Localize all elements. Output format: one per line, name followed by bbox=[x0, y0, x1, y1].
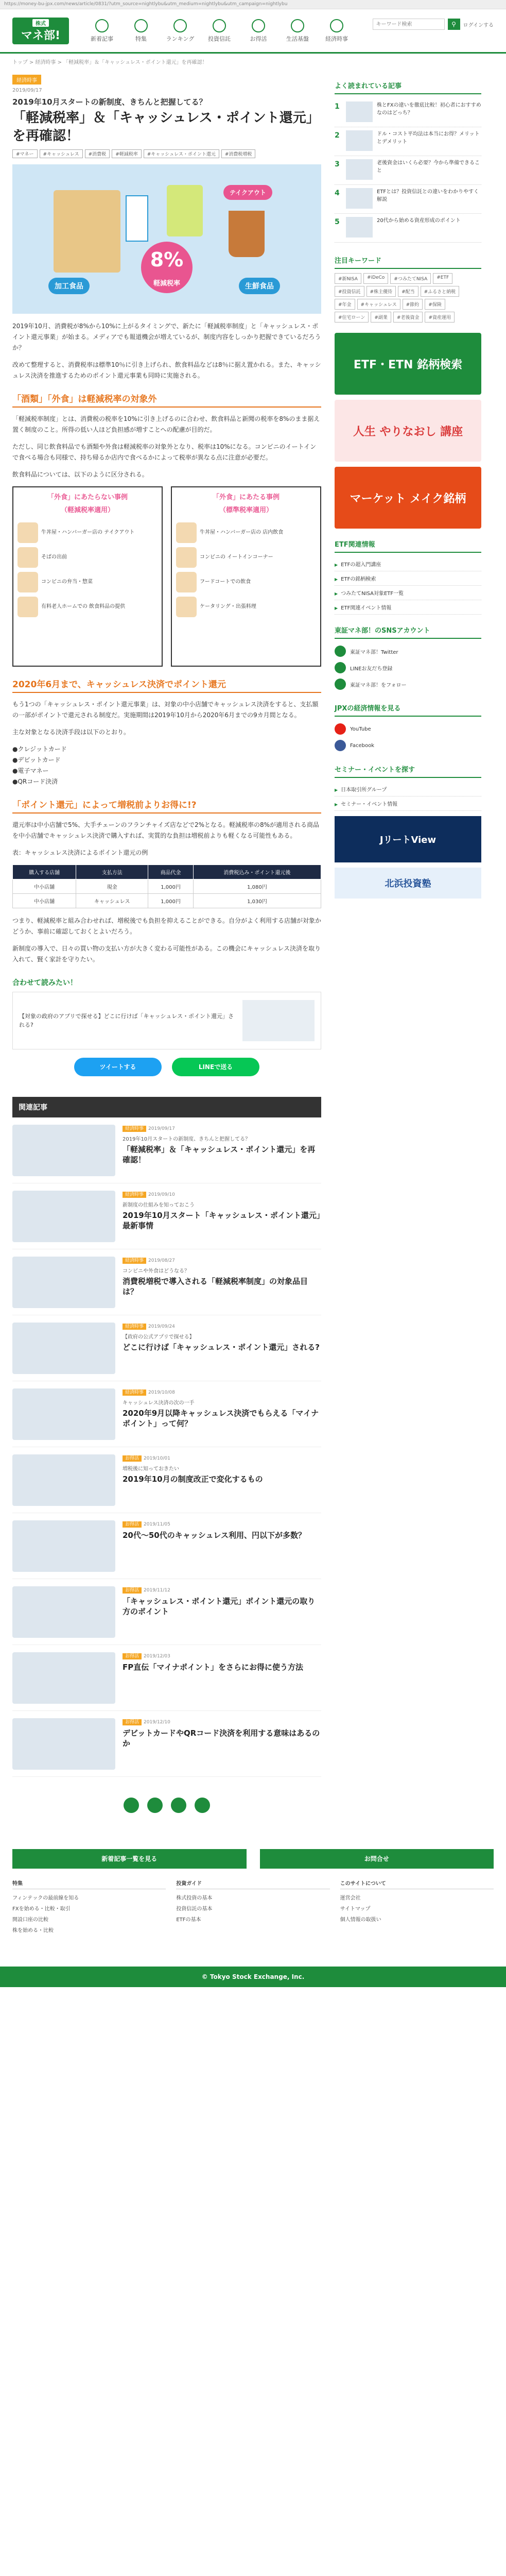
contact-button[interactable]: お問合せ bbox=[260, 1849, 494, 1869]
line-icon bbox=[335, 662, 346, 673]
related-item[interactable]: 経済時事 2019/09/24 【政府の公式アプリで探せる】 どこに行けば「キャッシュレス・ポイント還元」される? bbox=[12, 1315, 321, 1381]
takeout-label: テイクアウト bbox=[223, 185, 272, 200]
social-icons bbox=[12, 1798, 321, 1813]
related-thumbnail bbox=[12, 1586, 115, 1638]
related-thumbnail bbox=[12, 1191, 115, 1242]
paragraph: 2019年10月、消費税が8%から10%に上がるタイミングで、新たに「軽減税率制度」と「キャッシュレス・ポイント還元事業」が始まる。メディアでも報道機会が増えているが、制度内容をしっかり把握できているだろうか？ bbox=[12, 323, 321, 352]
seminar-link[interactable]: ▶ セミナー・イベント情報 bbox=[335, 796, 481, 811]
seminar-link[interactable]: ▶ 日本取引所グループ bbox=[335, 782, 481, 796]
food-icon bbox=[176, 547, 197, 568]
share-buttons bbox=[12, 1058, 321, 1076]
recommended-title: 【対象の政府のアプリで探せる】どこに行けば「キャッシュレス・ポイント還元」される? bbox=[19, 1012, 234, 1029]
keyword-tag[interactable]: #新NISA bbox=[335, 273, 361, 284]
keyword-tag[interactable]: #ETF bbox=[433, 273, 452, 284]
paragraph: 飲食料品については、以下のように区分される。 bbox=[12, 471, 148, 479]
not-dining-column: 「外食」にあたらない事例 （軽減税率適用） 牛丼屋・ハンバーガー店の テイクアウト そばの出前 コンビニの弁当・惣菜 有料老人ホームでの 飲食料品の提供 bbox=[12, 486, 163, 667]
seminar-heading: セミナー・イベントを探す bbox=[335, 762, 481, 778]
related-heading: 関連記事 bbox=[12, 1097, 321, 1117]
footer-link[interactable]: 開設口座の比較 bbox=[12, 1917, 48, 1923]
nav-icon bbox=[173, 19, 187, 32]
keyword-tag[interactable]: #ふるさと納税 bbox=[421, 286, 460, 297]
table-row: 中小店舗 キャッシュレス 1,000円 1,030円 bbox=[13, 894, 321, 908]
all-articles-button[interactable]: 新着記事一覧を見る bbox=[12, 1849, 247, 1869]
keyword-tag[interactable]: #つみたてNISA bbox=[390, 273, 431, 284]
jpx-link[interactable]: YouTube bbox=[335, 721, 481, 737]
site-header bbox=[0, 9, 506, 54]
related-item[interactable]: 経済時事 2019/09/17 2019年10月スタートの新制度、きちんと把握してる？ 「軽減税率」＆「キャッシュレス・ポイント還元」を再確認！ bbox=[12, 1117, 321, 1183]
paragraph: 「軽減税率制度」とは、消費税の税率を10%に引き上げるのに合わせ、飲食料品と新聞の税率を8%のまま据え置く制度のこと。所得の低い人ほど負担感が増すことへの配慮が目的だ。 bbox=[12, 415, 320, 434]
logo-main: マネ部! bbox=[21, 29, 61, 42]
related-thumbnail bbox=[12, 1718, 115, 1770]
keyword-tag[interactable]: #株主優待 bbox=[367, 286, 396, 297]
youtube-icon bbox=[335, 723, 346, 735]
article-kicker: 2019年10月スタートの新制度、きちんと把握してる？ bbox=[12, 97, 207, 107]
related-item[interactable]: お得活 2019/11/05 20代〜50代のキャッシュレス利用、円以下が多数？ bbox=[12, 1513, 321, 1579]
related-item[interactable]: お得活 2019/12/10 デビットカードやQRコード決済を利用する意味はあるのか bbox=[12, 1711, 321, 1777]
keyword-tag[interactable]: #住宅ローン bbox=[335, 312, 369, 323]
seminar-links bbox=[335, 782, 481, 811]
food-icon bbox=[18, 597, 38, 617]
ranking-item[interactable]: 3 老後資金はいくら必要？今から準備できること bbox=[335, 156, 481, 185]
ranking-heading: よく読まれている記事 bbox=[335, 78, 481, 94]
related-item[interactable]: お得活 2019/10/01 増税後に知っておきたい 2019年10月の制度改正で変化するもの bbox=[12, 1447, 321, 1513]
sns-heading: 東証マネ部！のSNSアカウント bbox=[335, 623, 481, 639]
food-icon bbox=[18, 547, 38, 568]
ranking-thumbnail bbox=[346, 188, 373, 209]
food-icon bbox=[176, 572, 197, 592]
ranking-item[interactable]: 4 ETFとは？投資信託との違いをわかりやすく解説 bbox=[335, 185, 481, 214]
nav-icon bbox=[291, 19, 304, 32]
jpx-links bbox=[335, 721, 481, 754]
milk-icon bbox=[126, 195, 148, 242]
tweet-button[interactable]: ツイートする bbox=[74, 1058, 162, 1076]
food-box-icon bbox=[167, 185, 203, 236]
recommended-heading: 合わせて読みたい！ bbox=[12, 979, 77, 988]
nav-item[interactable]: 特集 bbox=[121, 19, 161, 43]
nav-item[interactable]: ランキング bbox=[161, 19, 200, 43]
nav-icon bbox=[134, 19, 148, 32]
twitter-icon[interactable] bbox=[124, 1798, 139, 1813]
keyword-tag[interactable]: #老後資金 bbox=[393, 312, 423, 323]
related-thumbnail bbox=[12, 1257, 115, 1308]
related-item[interactable]: 経済時事 2019/08/27 コンビニや外食はどうなる？ 消費税増税で導入される「軽減税率制度」の対象品目は？ bbox=[12, 1249, 321, 1315]
header-search bbox=[373, 19, 494, 30]
grocery-bag-icon bbox=[54, 190, 120, 273]
hero-illustration bbox=[12, 164, 321, 314]
food-icon bbox=[176, 522, 197, 543]
nav-icon bbox=[252, 19, 265, 32]
recommended-thumbnail bbox=[242, 1000, 315, 1041]
article-main bbox=[12, 54, 321, 1834]
keyword-tag[interactable]: #年金 bbox=[335, 299, 355, 310]
related-thumbnail bbox=[12, 1388, 115, 1440]
footer-link[interactable]: 個人情報の取扱い bbox=[340, 1917, 381, 1923]
keyword-tag[interactable]: #節約 bbox=[403, 299, 423, 310]
etf-heading: ETF関連情報 bbox=[335, 537, 481, 553]
paragraph: 主な対象となる決済手段は以下のとおり。 bbox=[12, 728, 130, 736]
paragraph: 改めて整理すると、消費税率は標準10％に引き上げられ、飲食料品などは8％に据え置かれる。また、キャッシュレス決済を推進するためのポイント還元事業も同時に実施される。 bbox=[12, 361, 321, 380]
footer-link[interactable]: 株式投資の基本 bbox=[176, 1895, 213, 1902]
footer-link[interactable]: FXを始める・比較・取引 bbox=[12, 1906, 71, 1912]
payment-list: ●クレジットカード ●デビットカード ●電子マネー ●QRコード決済 bbox=[12, 745, 67, 786]
market-make-banner[interactable]: マーケット メイク銘柄 bbox=[335, 467, 481, 529]
jpx-link[interactable]: Facebook bbox=[335, 737, 481, 754]
paragraph: もう1つの「キャッシュレス・ポイント還元事業」は、対象の中小店舗でキャッシュレス決済をすると、支払額の一部がポイントで還元される制度だ。実施期間は2019年10月から2020年6月までの9カ月間となる。 bbox=[12, 701, 319, 719]
related-item[interactable]: 経済時事 2019/10/08 キャッシュレス決済の次の一手 2020年9月以降キャッシュレス決済でもらえる「マイナポイント」って何？ bbox=[12, 1381, 321, 1447]
related-item[interactable]: お得活 2019/12/03 FP直伝「マイナポイント」をさらにお得に使う方法 bbox=[12, 1645, 321, 1711]
table-caption: 表：キャッシュレス決済によるポイント還元の例 bbox=[12, 849, 148, 857]
nav-item[interactable]: 生活基盤 bbox=[278, 19, 317, 43]
keyword-tag[interactable]: #キャッシュレス bbox=[357, 299, 400, 310]
fresh-food-label: 生鮮食品 bbox=[239, 278, 280, 294]
section-heading: 「酒類」「外食」は軽減税率の対象外 bbox=[12, 392, 321, 408]
sns-link[interactable]: 東証マネ部！Twitter bbox=[335, 643, 481, 659]
footer-link[interactable]: 投資信託の基本 bbox=[176, 1906, 213, 1912]
etf-links bbox=[335, 557, 481, 615]
related-list bbox=[12, 1117, 321, 1777]
nav-icon bbox=[95, 19, 109, 32]
ranking-thumbnail bbox=[346, 130, 373, 151]
nav-item[interactable]: お得活 bbox=[239, 19, 278, 43]
footer-nav: 特集 フィンテックの最前線を知る FXを始める・比較・取引 開設口座の比較 株を始める・比較 投資ガイド 株式投資の基本 投資信託の基本 ETFの基本 このサイトについて 運営会社 サイトマップ 個人情報の取扱い bbox=[0, 1869, 506, 1967]
nav-icon bbox=[330, 19, 343, 32]
keyword-tag[interactable]: #投資信託 bbox=[335, 286, 364, 297]
nav-item[interactable]: 投資信託 bbox=[200, 19, 239, 43]
related-item[interactable]: お得活 2019/11/12 「キャッシュレス・ポイント還元」ポイント還元の取り方のポイント bbox=[12, 1579, 321, 1645]
sns-link[interactable]: 東証マネ部！をフォロー bbox=[335, 676, 481, 692]
dining-examples-illustration bbox=[12, 486, 321, 667]
related-thumbnail bbox=[12, 1125, 115, 1176]
sns-links bbox=[335, 643, 481, 692]
keyword-tag[interactable]: #副業 bbox=[371, 312, 391, 323]
footer-link[interactable]: 運営会社 bbox=[340, 1895, 361, 1902]
coffee-cup-icon bbox=[229, 211, 265, 257]
food-icon bbox=[18, 522, 38, 543]
search-input[interactable] bbox=[373, 19, 445, 30]
tax-rate-badge: 8% 軽減税率 bbox=[141, 242, 193, 293]
paragraph: 還元率は中小店舗で5%、大手チェーンのフランチャイズ店などで2%となる。軽減税率の8%が適用される商品を中小店舗でキャッシュレス決済で購入すれば、実質的な負担は増税前よりも軽くなる可能性もある。 bbox=[12, 821, 320, 840]
jpx-heading: JPXの経済情報を見る bbox=[335, 701, 481, 717]
ranking-item[interactable]: 1 株とFXの違いを徹底比較！初心者におすすめなのはどっち？ bbox=[335, 98, 481, 127]
youtube-icon[interactable] bbox=[195, 1798, 210, 1813]
life-course-banner[interactable]: 人生 やりなおし 講座 bbox=[335, 400, 481, 462]
etf-link[interactable]: ▶ つみたてNISA対象ETF一覧 bbox=[335, 586, 481, 600]
tag[interactable]: #キャッシュレス・ポイント還元 bbox=[144, 149, 219, 158]
keyword-list bbox=[335, 273, 481, 323]
nav-icon bbox=[213, 19, 226, 32]
page-title: 「軽減税率」＆「キャッシュレス・ポイント還元」を再確認！ bbox=[12, 110, 320, 144]
paragraph: つまり、軽減税率と組み合わせれば、増税後でも負担を抑えることができる。自分がよく利用する店舗が対象かどうか、事前に確認しておくとよいだろう。 bbox=[12, 917, 322, 936]
article-date: 2019/09/17 bbox=[12, 88, 42, 93]
facebook-icon bbox=[335, 740, 346, 751]
footer-link[interactable]: サイトマップ bbox=[340, 1906, 371, 1912]
keyword-tag[interactable]: #資産運用 bbox=[425, 312, 455, 323]
footer-buttons bbox=[0, 1849, 506, 1869]
tag[interactable]: #消費税増税 bbox=[221, 149, 256, 158]
logo-top: 株式 bbox=[32, 19, 49, 27]
section-heading: 「ポイント還元」によって増税前よりお得に!? bbox=[12, 798, 321, 814]
facebook-icon bbox=[335, 679, 346, 690]
tag-list bbox=[12, 149, 321, 158]
tag[interactable]: #マネー bbox=[12, 149, 38, 158]
ranking-item[interactable]: 2 ドル・コスト平均法は本当にお得？メリットとデメリット bbox=[335, 127, 481, 156]
facebook-icon[interactable] bbox=[147, 1798, 163, 1813]
ranking-thumbnail bbox=[346, 159, 373, 180]
paragraph: ただし、同じ飲食料品でも酒類や外食は軽減税率の対象外となり、税率は10%になる。コンビニのイートインで食べる場合も同様で、持ち帰るか店内で食べるかによって税率が異なる点に注意が必要だ。 bbox=[12, 443, 317, 462]
keyword-tag[interactable]: #保険 bbox=[425, 299, 445, 310]
sns-link[interactable]: LINEお友だち登録 bbox=[335, 659, 481, 676]
point-return-table: 購入する店舗 支払方法 商品代金 消費税込み・ポイント還元後 中小店舗 現金 1,000円 1,080円 中小店舗 キャッシュレス 1,000円 1,030円 bbox=[12, 865, 321, 908]
address-bar[interactable]: https://money-bu-jpx.com/news/article/0831/?utm_source=nightlybu&utm_medium=nightlybu&utm_campaign=nightlybu bbox=[0, 0, 506, 9]
jreit-banner[interactable]: JリートView bbox=[335, 816, 481, 862]
related-thumbnail bbox=[12, 1454, 115, 1506]
dining-column: 「外食」にあたる事例 （標準税率適用） 牛丼屋・ハンバーガー店の 店内飲食 コンビニの イートインコーナー フードコートでの飲食 ケータリング・出張料理 bbox=[171, 486, 321, 667]
line-share-button[interactable]: LINEで送る bbox=[172, 1058, 259, 1076]
nav-item[interactable]: 新着記事 bbox=[82, 19, 121, 43]
food-icon bbox=[176, 597, 197, 617]
breadcrumb[interactable]: トップ > 経済時事 > 「軽減税率」＆「キャッシュレス・ポイント還元」を再確認！ bbox=[12, 60, 207, 65]
line-icon[interactable] bbox=[171, 1798, 186, 1813]
etf-link[interactable]: ▶ ETFの銘柄検索 bbox=[335, 571, 481, 586]
keyword-tag[interactable]: #配当 bbox=[398, 286, 418, 297]
table-row: 中小店舗 現金 1,000円 1,080円 bbox=[13, 879, 321, 894]
related-item[interactable]: 経済時事 2019/09/10 新制度の仕組みを知っておこう 2019年10月スタート「キャッシュレス・ポイント還元」最新事情 bbox=[12, 1183, 321, 1249]
search-icon[interactable]: ⚲ bbox=[448, 19, 460, 30]
recommended-card[interactable] bbox=[12, 992, 321, 1049]
category-badge[interactable]: 経済時事 bbox=[12, 75, 41, 84]
etf-link[interactable]: ▶ ETF関連イベント情報 bbox=[335, 600, 481, 615]
processed-food-label: 加工食品 bbox=[48, 278, 90, 294]
copyright: © Tokyo Stock Exchange, Inc. bbox=[0, 1967, 506, 1987]
related-thumbnail bbox=[12, 1520, 115, 1572]
kitahama-banner[interactable]: 北浜投資塾 bbox=[335, 868, 481, 899]
nav-item[interactable]: 経済時事 bbox=[317, 19, 356, 43]
ranking-item[interactable]: 5 20代から始める資産形成のポイント bbox=[335, 214, 481, 243]
keyword-heading: 注目キーワード bbox=[335, 253, 481, 269]
paragraph: 新制度の導入で、日々の買い物の支払い方が大きく変わる可能性がある。この機会にキャッシュレス決済を取り入れて、賢く家計を守りたい。 bbox=[12, 945, 321, 963]
food-icon bbox=[18, 572, 38, 592]
sidebar bbox=[335, 54, 481, 1834]
etf-link[interactable]: ▶ ETFの超入門講座 bbox=[335, 557, 481, 571]
footer-link[interactable]: 株を始める・比較 bbox=[12, 1928, 54, 1934]
twitter-icon bbox=[335, 646, 346, 657]
tag[interactable]: #キャッシュレス bbox=[40, 149, 83, 158]
section-heading: 2020年6月まで、キャッシュレス決済でポイント還元 bbox=[12, 677, 321, 693]
ranking-thumbnail bbox=[346, 101, 373, 122]
footer-link[interactable]: ETFの基本 bbox=[176, 1917, 201, 1923]
keyword-tag[interactable]: #iDeCo bbox=[363, 273, 388, 284]
site-logo[interactable] bbox=[12, 18, 69, 44]
related-thumbnail bbox=[12, 1652, 115, 1704]
login-link[interactable]: ログインする bbox=[463, 22, 494, 28]
footer-link[interactable]: フィンテックの最前線を知る bbox=[12, 1895, 79, 1902]
related-thumbnail bbox=[12, 1323, 115, 1374]
tag[interactable]: #消費税 bbox=[85, 149, 110, 158]
etf-search-banner[interactable]: ETF・ETN 銘柄検索 bbox=[335, 333, 481, 395]
tag[interactable]: #軽減税率 bbox=[112, 149, 142, 158]
ranking-thumbnail bbox=[346, 217, 373, 238]
global-nav bbox=[82, 19, 356, 43]
